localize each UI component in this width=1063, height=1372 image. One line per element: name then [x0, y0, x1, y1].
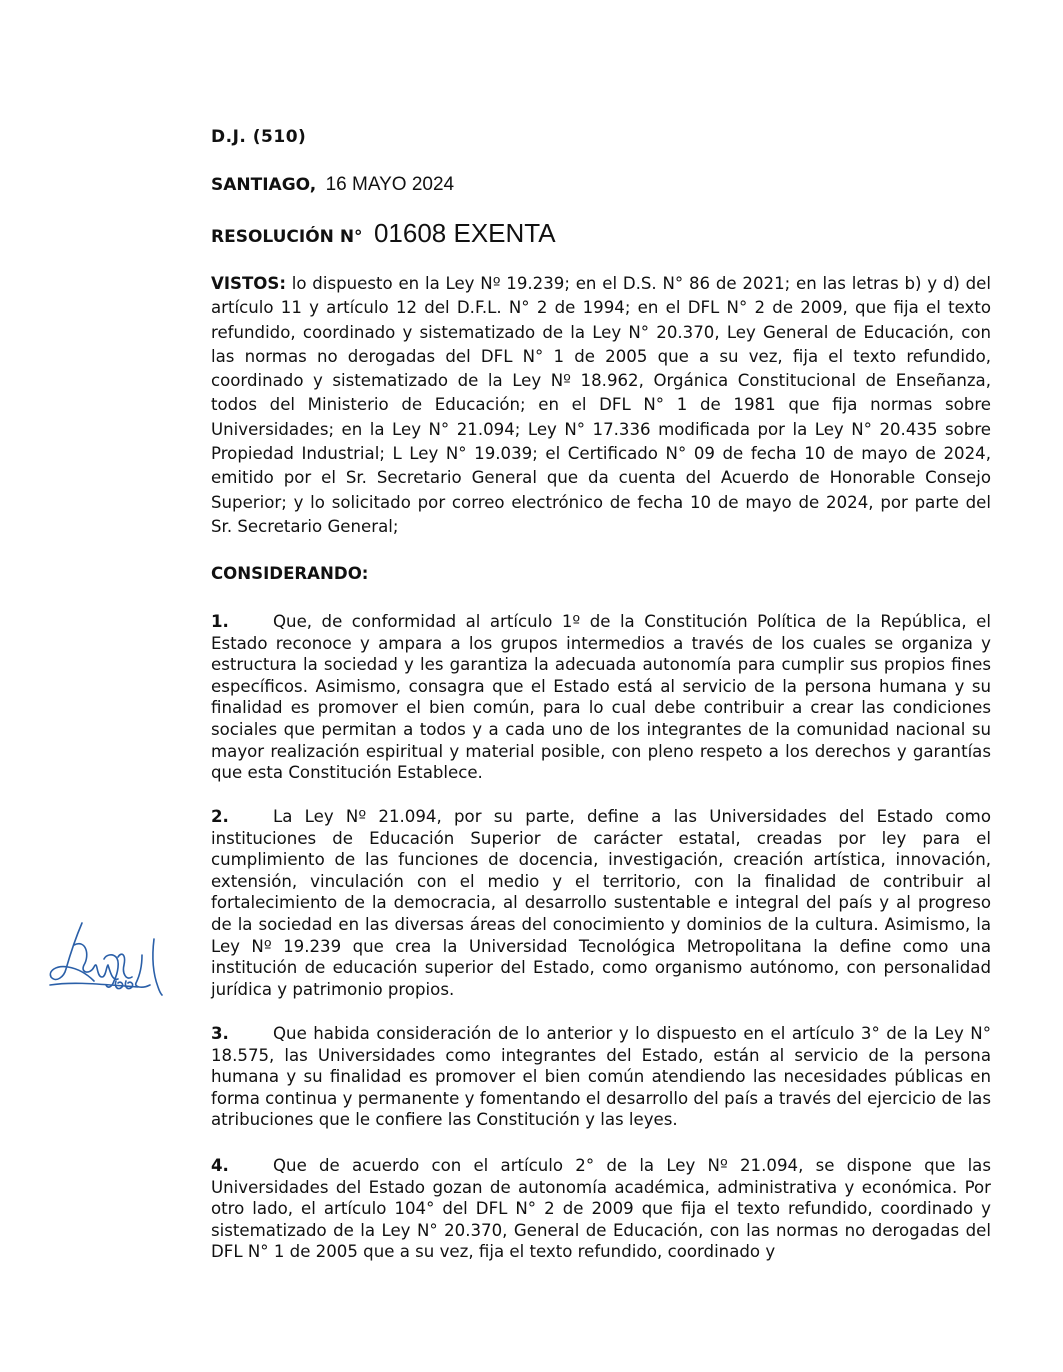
place-date-line	[211, 174, 454, 196]
considerando-item-1	[211, 611, 991, 784]
handwritten-signature	[46, 915, 168, 1001]
item-number: 3.	[211, 1024, 229, 1043]
vistos-text: lo dispuesto en la Ley Nº 19.239; en el D.S. N° 86 de 2021; en las letras b) y d) del artículo 11 y artículo 12 del D.F.L. N° 2 de 1994; en el DFL N° 2 de 2009, que fija el texto refundido, coordinado y sistematizado de la Ley N° 20.370, Ley General de Educación, con las normas no derogadas del DFL N° 1 de 2005 que a su vez, fija el texto refundido, coordinado y sistematizado de la Ley Nº 18.962, Orgánica Constitucional de Enseñanza, todos del Ministerio de Educación; en el DFL N° 1 de 1981 que fija normas sobre Universidades; en la Ley N° 21.094; Ley N° 17.336 modificada por la Ley N° 20.435 sobre Propiedad Industrial; L Ley N° 19.039; el Certificado N° 09 de fecha 10 de mayo de 2024, emitido por el Sr. Secretario General que da cuenta del Acuerdo de Honorable Consejo Superior; y lo solicitado por correo electrónico de fecha 10 de mayo de 2024, por parte del Sr. Secretario General;	[211, 274, 991, 536]
item-text: La Ley Nº 21.094, por su parte, define a las Universidades del Estado como instituciones de Educación Superior de carácter estatal, creadas por ley para el cumplimiento de las funciones de docencia, investigación, creación artística, innovación, extensión, vinculación con el medio y el territorio, con la finalidad de contribuir al fortalecimiento de la democracia, al desarrollo sustentable e integral del país y al progreso de la sociedad en las diversas áreas del conocimiento y dominios de la cultura. Asimismo, la Ley Nº 19.239 que crea la Universidad Tecnológica Metropolitana la define como una institución de educación superior del Estado, como organismo autónomo, con personalidad jurídica y patrimonio propios.	[211, 807, 991, 999]
resolution-line	[211, 218, 556, 249]
item-text: Que de acuerdo con el artículo 2° de la Ley Nº 21.094, se dispone que las Universidades del Estado gozan de autonomía académica, administrativa y económica. Por otro lado, el artículo 104° del DFL N° 2 de 2009 que fija el texto refundido, coordinado y sistematizado de la Ley N° 20.370, General de Educación, con las normas no derogadas del DFL N° 1 de 2005 que a su vez, fija el texto refundido, coordinado y	[211, 1156, 991, 1262]
vistos-label: VISTOS:	[211, 274, 286, 293]
considerando-item-4	[211, 1155, 991, 1263]
resolution-label: RESOLUCIÓN N°	[211, 227, 363, 247]
item-text: Que, de conformidad al artículo 1º de la Constitución Política de la República, el Estado reconoce y ampara a los grupos intermedios a través de los cuales se organiza y estructura la sociedad y les garantiza la adecuada autonomía para cumplir sus propios fines específicos. Asimismo, consagra que el Estado está al servicio de la persona humana y su finalidad es promover el bien común, para lo cual debe contribuir a crear las condiciones sociales que permitan a todos y a cada uno de los integrantes de la comunidad nacional su mayor realización espiritual y material posible, con pleno respeto a los derechos y garantías que esta Constitución Establece.	[211, 612, 991, 783]
resolution-number: 01608 EXENTA	[373, 218, 556, 248]
considerando-item-2	[211, 806, 991, 1000]
city-label: SANTIAGO,	[211, 175, 317, 195]
item-number: 2.	[211, 807, 229, 826]
considerando-heading: CONSIDERANDO:	[211, 564, 369, 583]
item-text: Que habida consideración de lo anterior y lo dispuesto en el artículo 3° de la Ley N° 18.575, las Universidades como integrantes del Estado, están al servicio de la persona humana y su finalidad es promover el bien común atendiendo las necesidades públicas en forma continua y permanente y fomentando el desarrollo del país a través del ejercicio de las atribuciones que le confiere las Constitución y las leyes.	[211, 1024, 991, 1130]
document-date: 16 MAYO 2024	[325, 174, 455, 195]
document-reference: D.J. (510)	[211, 127, 307, 147]
item-number: 4.	[211, 1156, 229, 1175]
vistos-paragraph	[211, 272, 991, 539]
considerando-item-3	[211, 1023, 991, 1131]
item-number: 1.	[211, 612, 229, 631]
